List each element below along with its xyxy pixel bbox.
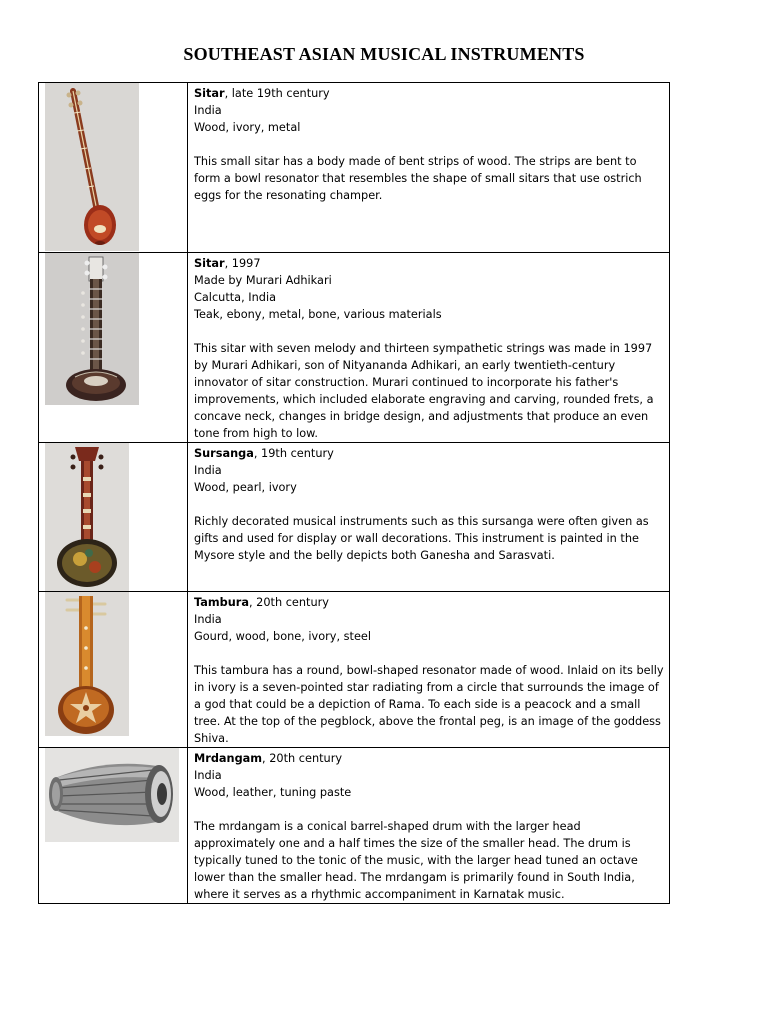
sitar-photo	[45, 253, 139, 405]
instrument-name: Tambura	[194, 596, 249, 609]
instrument-description: Richly decorated musical instruments such as this sursanga were often given as gifts and used for display or wall decorations. This instrument is painted in the Mysore style and the belly depicts both Ganesha and Sarasvati.	[194, 515, 649, 562]
mrdangam-photo	[45, 748, 179, 842]
image-cell	[39, 592, 188, 748]
sitar-photo	[45, 83, 139, 251]
description-cell	[188, 748, 670, 904]
table-row	[39, 253, 670, 443]
origin-line: India	[194, 104, 222, 117]
instrument-description: This small sitar has a body made of bent strips of wood. The strips are bent to form a bowl resonator that resembles the shape of small sitars that use ostrich eggs for the resonating champer.	[194, 155, 642, 202]
instrument-date: , 19th century	[253, 447, 334, 460]
instrument-name: Sursanga	[194, 447, 254, 460]
instrument-date: , 1997	[224, 257, 261, 270]
materials-line: Wood, pearl, ivory	[194, 481, 297, 494]
description-cell	[188, 592, 670, 748]
origin-line: India	[194, 769, 222, 782]
materials-line: Wood, ivory, metal	[194, 121, 301, 134]
sursanga-photo	[45, 443, 129, 591]
image-cell	[39, 253, 188, 443]
description-cell	[188, 443, 670, 592]
description-cell	[188, 83, 670, 253]
page-title: SOUTHEAST ASIAN MUSICAL INSTRUMENTS	[183, 44, 585, 64]
materials-line: Gourd, wood, bone, ivory, steel	[194, 630, 372, 643]
materials-line: Wood, leather, tuning paste	[194, 786, 352, 799]
table-row	[39, 748, 670, 904]
instrument-description: This sitar with seven melody and thirteen sympathetic strings was made in 1997 by Murari Adhikari, son of Nityananda Adhikari, an early twentieth-century innovator of sitar construction. Murari continued to incorporate his father's improvements, which included elaborate engraving and carving, rounded frets, a concave neck, changes in bridge design, and adjustments that produce an even tone from high to low.	[194, 342, 654, 440]
instrument-description: The mrdangam is a conical barrel-shaped drum with the larger head approximately one and a half times the size of the smaller head. The drum is typically tuned to the tonic of the music, with the larger head tuned an octave lower than the smaller head. The mrdangam is primarily found in South India, where it serves as a rhythmic accompaniment in Karnatak music.	[194, 820, 638, 901]
origin-line: India	[194, 464, 222, 477]
table-row	[39, 592, 670, 748]
tambura-photo	[45, 592, 129, 736]
instrument-date: , 20th century	[262, 752, 343, 765]
materials-line: Teak, ebony, metal, bone, various materials	[194, 308, 442, 321]
image-cell	[39, 748, 188, 904]
image-cell	[39, 83, 188, 253]
instrument-name: Sitar	[194, 257, 225, 270]
instrument-date: , late 19th century	[224, 87, 330, 100]
table-row	[39, 443, 670, 592]
origin-line: India	[194, 613, 222, 626]
table-row	[39, 83, 670, 253]
origin-line: Calcutta, India	[194, 291, 277, 304]
instrument-name: Sitar	[194, 87, 225, 100]
description-cell	[188, 253, 670, 443]
instruments-table	[38, 82, 670, 904]
maker-line: Made by Murari Adhikari	[194, 274, 332, 287]
instrument-date: , 20th century	[248, 596, 329, 609]
instrument-name: Mrdangam	[194, 752, 263, 765]
instrument-description: This tambura has a round, bowl-shaped resonator made of wood. Inlaid on its belly in ivory is a seven-pointed star radiating from a circle that surrounds the image of a god that could be a depiction of Rama. To each side is a peacock and a small tree. At the top of the pegblock, above the frontal peg, is an image of the goddess Shiva.	[194, 664, 664, 745]
image-cell	[39, 443, 188, 592]
